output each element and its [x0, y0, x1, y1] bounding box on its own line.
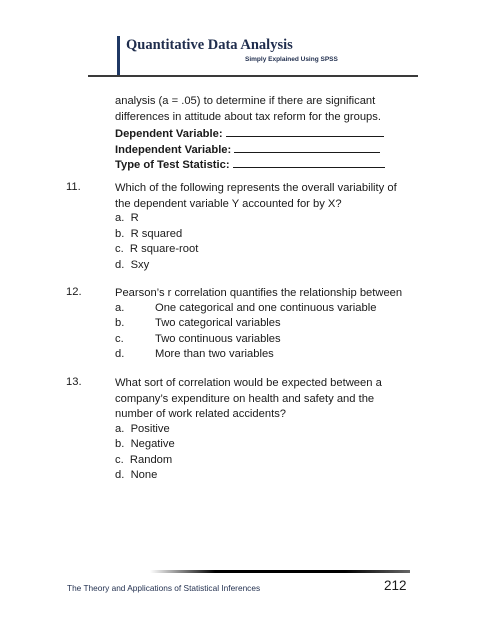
option-text: None	[130, 469, 158, 481]
header-accent-bar	[117, 36, 120, 76]
footer-book-title: The Theory and Applications of Statistical Inferences	[67, 583, 261, 593]
question-12-option-d-letter: d.	[115, 348, 125, 360]
intro-line-1: analysis (a = .05) to determine if there are significant	[115, 95, 376, 107]
question-12-option-b-letter: b.	[115, 317, 125, 329]
question-13-line-3: number of work related accidents?	[115, 408, 287, 420]
header-subtitle: Simply Explained Using SPSS	[245, 56, 338, 63]
question-11-option-b	[115, 228, 182, 240]
question-13-option-b	[115, 438, 175, 450]
question-13-line-1: What sort of correlation would be expected between a	[115, 377, 382, 389]
dependent-variable-label: Dependent Variable:	[115, 128, 223, 140]
header-divider	[88, 75, 418, 77]
option-text: R	[130, 212, 139, 224]
option-text: R squared	[130, 228, 183, 240]
footer-divider	[150, 570, 410, 573]
question-11-option-a	[115, 212, 139, 224]
option-letter: d.	[115, 259, 125, 271]
question-12-text	[115, 286, 402, 302]
option-letter: c.	[115, 454, 124, 466]
option-text: Negative	[130, 438, 175, 450]
question-12-option-b-text: Two categorical variables	[155, 317, 281, 329]
header-title: Quantitative Data Analysis	[126, 37, 293, 53]
option-letter: a.	[115, 423, 125, 435]
question-13-option-a	[115, 423, 170, 435]
option-text: Sxy	[130, 259, 150, 271]
question-12-number: 12.	[66, 286, 82, 298]
independent-variable-label: Independent Variable:	[115, 144, 232, 156]
question-12-option-a-text: One categorical and one continuous variable	[155, 302, 377, 314]
question-13-text	[115, 376, 382, 423]
option-text: Positive	[130, 423, 170, 435]
question-12-option-a-letter: a.	[115, 302, 125, 314]
question-13-option-d	[115, 469, 157, 481]
test-statistic-label: Type of Test Statistic:	[115, 159, 230, 171]
question-11-option-c	[115, 243, 198, 255]
option-letter: a.	[115, 212, 125, 224]
intro-line-2: differences in attitude about tax reform for the groups.	[115, 111, 381, 123]
dependent-variable-blank	[226, 125, 384, 137]
dependent-variable-row	[115, 125, 384, 142]
question-13-number: 13.	[66, 376, 82, 388]
question-11-line-1: Which of the following represents the overall variability of	[115, 182, 397, 194]
option-letter: d.	[115, 469, 125, 481]
test-statistic-row	[115, 156, 385, 173]
question-11-option-d	[115, 259, 149, 271]
question-12-option-d-text: More than two variables	[155, 348, 274, 360]
option-letter: b.	[115, 228, 125, 240]
question-13-line-2: company’s expenditure on health and safety and the	[115, 392, 375, 405]
question-11-text	[115, 181, 397, 212]
page-number: 212	[384, 578, 407, 593]
question-11-line-2: the dependent variable Y accounted for by X?	[115, 197, 342, 210]
independent-variable-blank	[234, 141, 380, 153]
option-text: Random	[129, 454, 173, 466]
question-11-number: 11.	[66, 181, 81, 193]
question-12-option-c-letter: c.	[115, 333, 124, 345]
question-13-option-c	[115, 454, 172, 466]
option-letter: c.	[115, 243, 124, 255]
option-text: R square-root	[129, 243, 199, 255]
question-12-line-1: Pearson’s r correlation quantifies the relationship between	[115, 287, 403, 299]
test-statistic-blank	[233, 156, 385, 168]
option-letter: b.	[115, 438, 125, 450]
question-12-option-c-text: Two continuous variables	[155, 333, 281, 345]
